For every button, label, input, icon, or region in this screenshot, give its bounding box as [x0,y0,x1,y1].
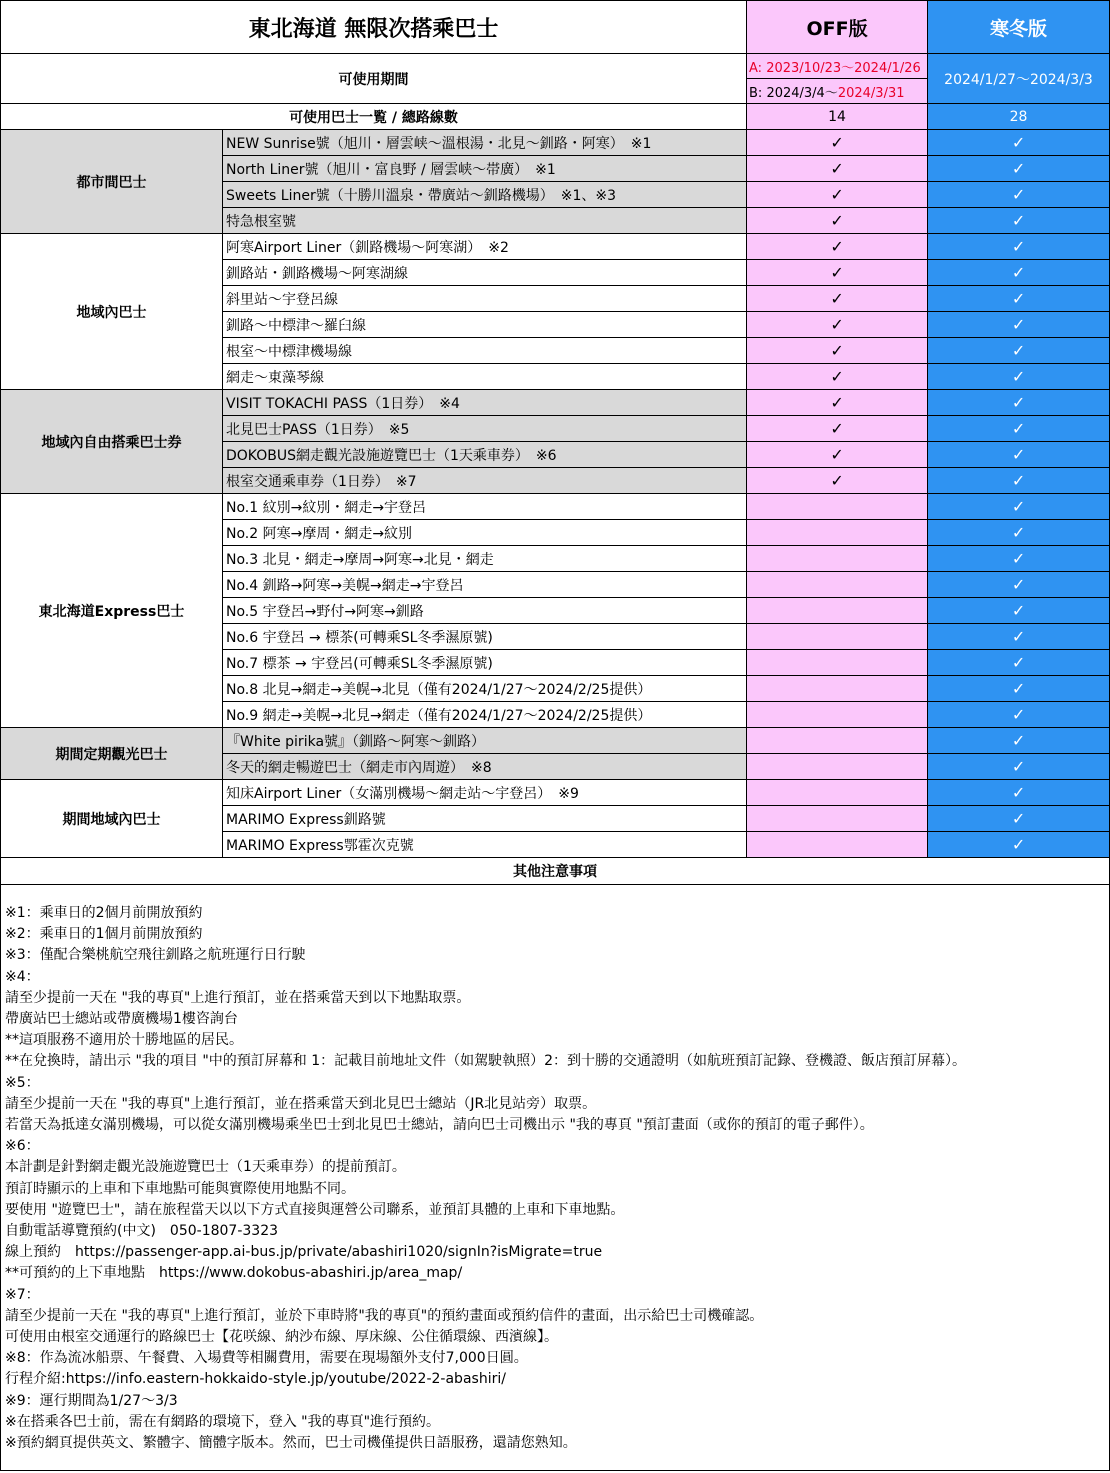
note-line: ※在搭乘各巴士前，需在有網路的環境下，登入 "我的專頁"進行預約。 [5,1413,441,1430]
off-period-b-start: B: 2024/3/4～ [749,85,838,101]
off-availability-cell [747,754,928,780]
note-line: ※3：僅配合樂桃航空飛往釧路之航班運行日行駛 [5,947,306,964]
checkmark-icon: ✓ [830,185,844,204]
checkmark-icon: ✓ [1011,627,1026,646]
category-label: 期間地域內巴士 [1,780,223,858]
route-name: 特急根室號 [223,208,747,234]
winter-period: 2024/1/27～2024/3/3 [928,54,1110,104]
checkmark-icon: ✓ [830,445,844,464]
note-line: 行程介紹:https://info.eastern-hokkaido-style.jp/youtube/2022-2-abashiri/ [5,1371,506,1388]
note-line: **這項服務不適用於十勝地區的居民。 [5,1032,243,1049]
checkmark-icon: ✓ [830,341,844,360]
off-availability-cell [747,598,928,624]
winter-availability-cell [928,754,1110,780]
route-name: 冬天的網走暢遊巴士（網走市內周遊） ※8 [223,754,747,780]
note-line: 要使用 "遊覽巴士"，請在旅程當天以以下方式直接與運營公司聯系，並預訂具體的上車和下車地點。 [5,1201,625,1218]
note-line: 本計劃是針對網走觀光設施遊覽巴士（1天乘車券）的提前預訂。 [5,1159,406,1176]
route-name: MARIMO Express釧路號 [223,806,747,832]
note-line: ※1：乘車日的2個月前開放預約 [5,905,203,921]
checkmark-icon: ✓ [830,263,844,282]
note-line: 可使用由根室交通運行的路線巴士【花咲線、納沙布線、厚床線、公住循環線、西濱線】。 [5,1329,558,1346]
note-line: 請至少提前一天在 "我的專頁"上進行預訂，並於下車時將"我的專頁"的預約畫面或預約信件的畫面，出示給巴士司機確認。 [5,1307,764,1324]
checkmark-icon: ✓ [1011,133,1026,152]
route-name: 釧路站・釧路機場～阿寒湖線 [223,260,747,286]
checkmark-icon: ✓ [1011,809,1026,828]
category-label: 期間定期觀光巴士 [1,728,223,780]
note-line: ※9：運行期間為1/27～3/3 [5,1392,178,1409]
off-availability-cell [747,442,928,468]
checkmark-icon: ✓ [830,237,844,256]
route-name: No.4 釧路→阿寒→美幌→網走→宇登呂 [223,572,747,598]
off-period-a-dates: 2023/10/23～2024/1/26 [766,60,921,76]
route-row [1,728,1110,754]
route-name: Sweets Liner號（十勝川溫泉・帶廣站～釧路機場） ※1、※3 [223,182,747,208]
checkmark-icon: ✓ [1011,679,1026,698]
winter-availability-cell [928,416,1110,442]
checkmark-icon: ✓ [830,289,844,308]
route-name: 斜里站～宇登呂線 [223,286,747,312]
winter-availability-cell [928,702,1110,728]
note-line: ※4： [5,968,40,985]
period-label: 可使用期間 [1,54,747,104]
checkmark-icon: ✓ [1011,211,1026,230]
category-label: 東北海道Express巴士 [1,494,223,728]
winter-availability-cell [928,312,1110,338]
note-line: ※8：作為流冰船票、午餐費、入場費等相關費用，需要在現場額外支付7,000日圓。 [5,1350,528,1367]
off-availability-cell [747,338,928,364]
checkmark-icon: ✓ [1011,757,1026,776]
off-availability-cell [747,676,928,702]
off-availability-cell [747,286,928,312]
checkmark-icon: ✓ [1011,289,1026,308]
off-availability-cell [747,572,928,598]
winter-availability-cell [928,156,1110,182]
checkmark-icon: ✓ [1011,263,1026,282]
off-availability-cell [747,156,928,182]
note-line: 請至少提前一天在 "我的專頁"上進行預訂，並在搭乘當天到北見巴士總站（JR北見站旁）取票。 [5,1095,597,1112]
checkmark-icon: ✓ [1011,159,1026,178]
winter-availability-cell [928,624,1110,650]
route-name: No.6 宇登呂 → 標茶(可轉乘SL冬季濕原號) [223,624,747,650]
off-availability-cell [747,832,928,858]
winter-availability-cell [928,806,1110,832]
winter-availability-cell [928,364,1110,390]
checkmark-icon: ✓ [830,315,844,334]
checkmark-icon: ✓ [1011,237,1026,256]
checkmark-icon: ✓ [1011,783,1026,802]
route-row [1,780,1110,806]
checkmark-icon: ✓ [1011,445,1026,464]
checkmark-icon: ✓ [1011,731,1026,750]
checkmark-icon: ✓ [1011,367,1026,386]
winter-availability-cell [928,234,1110,260]
route-name: 『White pirika號』（釧路～阿寒～釧路） [223,728,747,754]
off-period-b [747,79,928,104]
checkmark-icon: ✓ [1011,341,1026,360]
winter-availability-cell [928,494,1110,520]
route-name: 知床Airport Liner（女滿別機場～網走站～宇登呂） ※9 [223,780,747,806]
route-name: 釧路～中標津～羅臼線 [223,312,747,338]
off-availability-cell [747,260,928,286]
note-line: 預訂時顯示的上車和下車地點可能與實際使用地點不同。 [5,1180,355,1197]
winter-availability-cell [928,130,1110,156]
notes-list [5,903,1105,1454]
checkmark-icon: ✓ [1011,705,1026,724]
winter-availability-cell [928,338,1110,364]
notes-heading: 其他注意事項 [1,858,1110,885]
checkmark-icon: ✓ [830,393,844,412]
off-route-count: 14 [747,104,928,130]
route-name: MARIMO Express鄂霍次克號 [223,832,747,858]
winter-availability-cell [928,260,1110,286]
off-period-a-prefix: A: [749,60,767,76]
note-line: ※2：乘車日的1個月前開放預約 [5,926,203,943]
checkmark-icon: ✓ [830,367,844,386]
off-availability-cell [747,494,928,520]
note-line: 請至少提前一天在 "我的專頁"上進行預訂，並在搭乘當天到以下地點取票。 [5,989,471,1006]
category-label: 地域內巴士 [1,234,223,390]
off-period-b-end: 2024/3/31 [837,85,905,101]
route-row [1,494,1110,520]
winter-availability-cell [928,182,1110,208]
winter-availability-cell [928,520,1110,546]
route-name: North Liner號（旭川・富良野 / 層雲峡～帯廣） ※1 [223,156,747,182]
note-line: **在兌換時，請出示 "我的項目 "中的預訂屏幕和 1：記載目前地址文件（如駕駛執照）2：到十勝的交通證明（如航班預訂記錄、登機證、飯店預訂屏幕）。 [5,1053,967,1070]
checkmark-icon: ✓ [1011,497,1026,516]
sheet-title: 東北海道 無限次搭乘巴士 [1,1,747,54]
route-name: DOKOBUS網走觀光設施遊覽巴士（1天乘車券） ※6 [223,442,747,468]
checkmark-icon: ✓ [1011,419,1026,438]
route-count-label: 可使用巴士一覧 / 總路線數 [1,104,747,130]
winter-availability-cell [928,442,1110,468]
off-availability-cell [747,702,928,728]
route-name: 根室～中標津機場線 [223,338,747,364]
off-availability-cell [747,468,928,494]
route-name: VISIT TOKACHI PASS（1日券） ※4 [223,390,747,416]
checkmark-icon: ✓ [1011,575,1026,594]
note-line: 帶廣站巴士總站或帶廣機場1樓咨詢台 [5,1011,238,1028]
off-availability-cell [747,416,928,442]
off-availability-cell [747,624,928,650]
off-availability-cell [747,650,928,676]
route-row [1,130,1110,156]
checkmark-icon: ✓ [830,419,844,438]
route-name: 網走～東藻琴線 [223,364,747,390]
route-name: No.5 宇登呂→野付→阿寒→釧路 [223,598,747,624]
off-availability-cell [747,312,928,338]
route-name: No.2 阿寒→摩周・網走→紋別 [223,520,747,546]
winter-route-count: 28 [928,104,1110,130]
off-availability-cell [747,780,928,806]
checkmark-icon: ✓ [1011,653,1026,672]
winter-availability-cell [928,728,1110,754]
winter-availability-cell [928,598,1110,624]
note-line: ※預約網頁提供英文、繁體字、簡體字版本。然而，巴士司機僅提供日語服務，還請您熟知。 [5,1435,577,1452]
note-line: 若當天為抵達女滿別機場，可以從女滿別機場乘坐巴士到北見巴士總站，請向巴士司機出示 "我的專頁 "預訂畫面（或你的預訂的電子郵件）。 [5,1117,874,1134]
off-availability-cell [747,390,928,416]
off-availability-cell [747,130,928,156]
route-name: 北見巴士PASS（1日券） ※5 [223,416,747,442]
checkmark-icon: ✓ [1011,393,1026,412]
route-name: 阿寒Airport Liner（釧路機場～阿寒湖） ※2 [223,234,747,260]
route-name: No.3 北見・網走→摩周→阿寒→北見・網走 [223,546,747,572]
off-availability-cell [747,546,928,572]
route-name: NEW Sunrise號（旭川・層雲峡～溫根湯・北見～釧路・阿寒） ※1 [223,130,747,156]
checkmark-icon: ✓ [830,159,844,178]
off-availability-cell [747,520,928,546]
route-name: No.1 紋別→紋別・網走→宇登呂 [223,494,747,520]
route-row [1,234,1110,260]
winter-availability-cell [928,676,1110,702]
checkmark-icon: ✓ [830,471,844,490]
off-availability-cell [747,728,928,754]
note-line: 自動電話導覽預約(中文) 050-1807-3323 [5,1223,279,1240]
off-availability-cell [747,182,928,208]
checkmark-icon: ✓ [830,133,844,152]
note-line: ※5： [5,1074,40,1091]
checkmark-icon: ✓ [1011,523,1026,542]
category-label: 地域內自由搭乘巴士券 [1,390,223,494]
checkmark-icon: ✓ [1011,185,1026,204]
winter-season-header: 寒冬版 [928,1,1110,54]
route-row [1,390,1110,416]
winter-availability-cell [928,468,1110,494]
note-line: **可預約的上下車地點 https://www.dokobus-abashiri.jp/area_map/ [5,1265,463,1282]
route-name: No.9 網走→美幌→北見→網走（僅有2024/1/27～2024/2/25提供） [223,702,747,728]
route-name: No.7 標茶 → 宇登呂(可轉乘SL冬季濕原號) [223,650,747,676]
off-period-a [747,54,928,79]
winter-availability-cell [928,832,1110,858]
checkmark-icon: ✓ [1011,471,1026,490]
checkmark-icon: ✓ [1011,835,1026,854]
note-line: ※6： [5,1138,40,1155]
winter-availability-cell [928,546,1110,572]
off-season-header: OFF版 [747,1,928,54]
off-availability-cell [747,208,928,234]
off-availability-cell [747,234,928,260]
off-availability-cell [747,364,928,390]
note-line: ※7： [5,1286,40,1303]
winter-availability-cell [928,650,1110,676]
winter-availability-cell [928,780,1110,806]
winter-availability-cell [928,286,1110,312]
route-name: No.8 北見→網走→美幌→北見（僅有2024/1/27～2024/2/25提供） [223,676,747,702]
route-name: 根室交通乘車券（1日券） ※7 [223,468,747,494]
checkmark-icon: ✓ [830,211,844,230]
checkmark-icon: ✓ [1011,549,1026,568]
winter-availability-cell [928,208,1110,234]
off-availability-cell [747,806,928,832]
winter-availability-cell [928,572,1110,598]
note-line: 線上預約 https://passenger-app.ai-bus.jp/private/abashiri1020/signIn?isMigrate=true [5,1244,603,1261]
checkmark-icon: ✓ [1011,601,1026,620]
notes-body [1,885,1110,1471]
checkmark-icon: ✓ [1011,315,1026,334]
winter-availability-cell [928,390,1110,416]
category-label: 都市間巴士 [1,130,223,234]
